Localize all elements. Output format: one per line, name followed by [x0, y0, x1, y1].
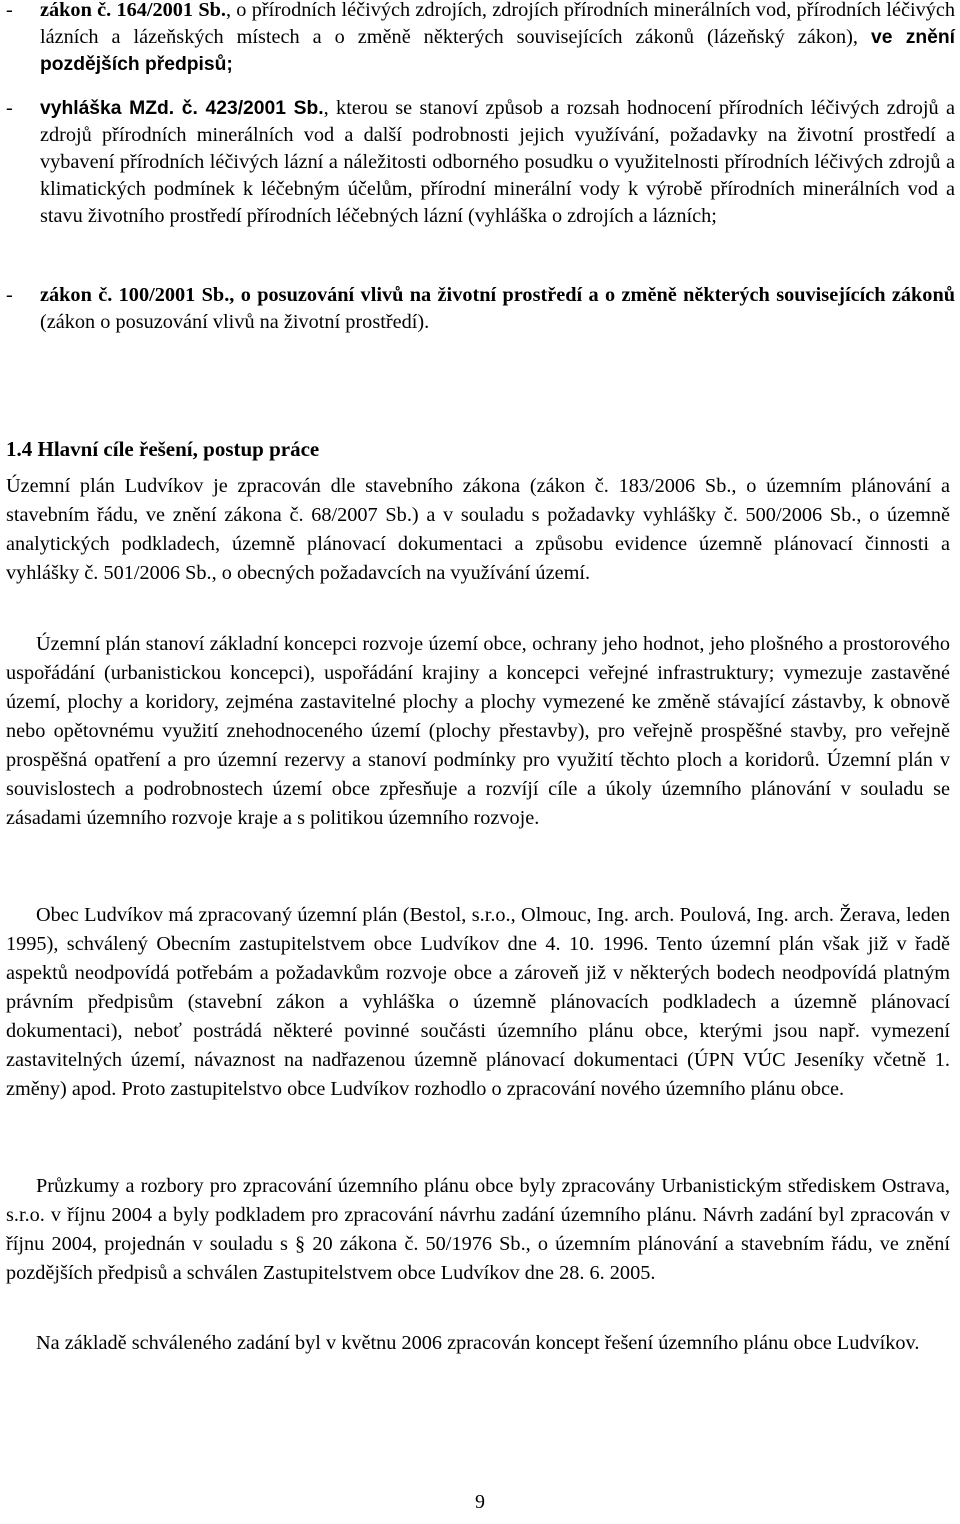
law-description: , o přírodních léčivých zdrojích, zdrojích přírodních minerálních vod, přírodních léčivých lázních a lázeňských místech a o změně některých souvisejících zákonů (lázeňský zákon), — [40, 0, 956, 48]
law-reference: zákon č. 164/2001 Sb. — [40, 0, 226, 21]
law-item-164-2001 — [0, 0, 955, 78]
law-item-100-2001 — [0, 282, 955, 336]
paragraph-surveys: Průzkumy a rozbory pro zpracování územního plánu obce byly zpracovány Urbanistickým střediskem Ostrava, s.r.o. v říjnu 2004 a byly podkladem pro zpracování návrhu zadání územního plánu. Návrh zadání byl zpracován v říjnu 2004, projednán v souladu s § 20 zákona č. 50/1976 Sb., o územním plánování a stavebním řádu, ve znění pozdějších předpisů a schválen Zastupitelstvem obce Ludvíkov dne 28. 6. 2005. — [6, 1175, 950, 1284]
law-description: (zákon o posuzování vlivů na životní prostředí). — [40, 311, 430, 333]
law-reference: zákon č. 100/2001 Sb. — [40, 284, 230, 306]
list-dash: - — [6, 0, 13, 21]
paragraph-plan-scope: Územní plán stanoví základní koncepci rozvoje území obce, ochrany jeho hodnot, jeho plošného a prostorového uspořádání (urbanistickou koncepci), uspořádání krajiny a koncepci veřejné infrastruktury; vymezuje zastavěné území, plochy a koridory, zejména zastavitelné plochy a plochy vymezené ke změně stávající zástavby, k obnově nebo opětovnému využití znehodnoceného území (plochy přestavby), pro veřejně prospěšné stavby, pro veřejně prospěšná opatření a pro územní rezervy a stanoví podmínky pro využití těchto ploch a koridorů. Územní plán v souvislostech a podrobnostech území obce zpřesňuje a rozvíjí cíle a úkoly územního plánování v souladu se zásadami územního rozvoje kraje a s politikou územního rozvoje. — [6, 633, 950, 829]
page-number: 9 — [475, 1491, 485, 1513]
law-list — [0, 282, 955, 336]
law-title: , o posuzování vlivů na životní prostředí a o změně některých souvisejících zákonů — [229, 284, 955, 306]
law-list — [0, 0, 955, 78]
law-item-423-2001 — [0, 95, 955, 230]
law-reference: vyhláška MZd. č. 423/2001 Sb. — [40, 98, 324, 119]
section-heading: 1.4 Hlavní cíle řešení, postup práce — [6, 437, 320, 461]
law-amendment-note: ve znění pozdějších předpisů; — [40, 27, 955, 75]
list-dash: - — [6, 284, 13, 306]
paragraph-existing-plan: Obec Ludvíkov má zpracovaný územní plán (Bestol, s.r.o., Olmouc, Ing. arch. Poulová, Ing. arch. Žerava, leden 1995), schválený Obecním zastupitelstvem obce Ludvíkov dne 4. 10. 1996. Tento územní plán však již v řadě aspektů neodpovídá potřebám a požadavkům rozvoje obce a zároveň již v některých bodech neodpovídá platným právním předpisům (stavební zákon a vyhláška o územně plánovacích podkladech a územně plánovací dokumentaci), neboť postrádá některé povinné součásti územního plánu obce, kterými jsou např. vymezení zastavitelných území, návaznost na nadřazenou územně plánovací dokumentaci (ÚPN VÚC Jeseníky včetně 1. změny) apod. Proto zastupitelstvo obce Ludvíkov rozhodlo o zpracování nového územního plánu obce. — [6, 904, 950, 1100]
list-dash: - — [6, 97, 13, 119]
paragraph-legal-basis: Územní plán Ludvíkov je zpracován dle stavebního zákona (zákon č. 183/2006 Sb., o územním plánování a stavebním řádu, ve znění zákona č. 68/2007 Sb.) a v souladu s požadavky vyhlášky č. 500/2006 Sb., o územně analytických podkladech, územně plánovací dokumentaci a způsobu evidence územně plánovací činnosti a vyhlášky č. 501/2006 Sb., o obecných požadavcích na využívání území. — [6, 475, 950, 584]
law-list — [0, 95, 955, 230]
paragraph-concept: Na základě schváleného zadání byl v květnu 2006 zpracován koncept řešení územního plánu obce Ludvíkov. — [36, 1332, 920, 1354]
law-description: , kterou se stanoví způsob a rozsah hodnocení přírodních léčivých zdrojů a zdrojů přírodních minerálních vod a další podrobnosti jejich využívání, požadavky na životní prostředí a vybavení přírodních léčivých lázní a náležitosti odborného posudku o využitelnosti přírodních léčivých zdrojů a klimatických podmínek k léčebným účelům, přírodní minerální vody k výrobě přírodních minerálních vod a stavu životního prostředí přírodních léčebných lázní (vyhláška o zdrojích a lázních; — [40, 97, 955, 227]
